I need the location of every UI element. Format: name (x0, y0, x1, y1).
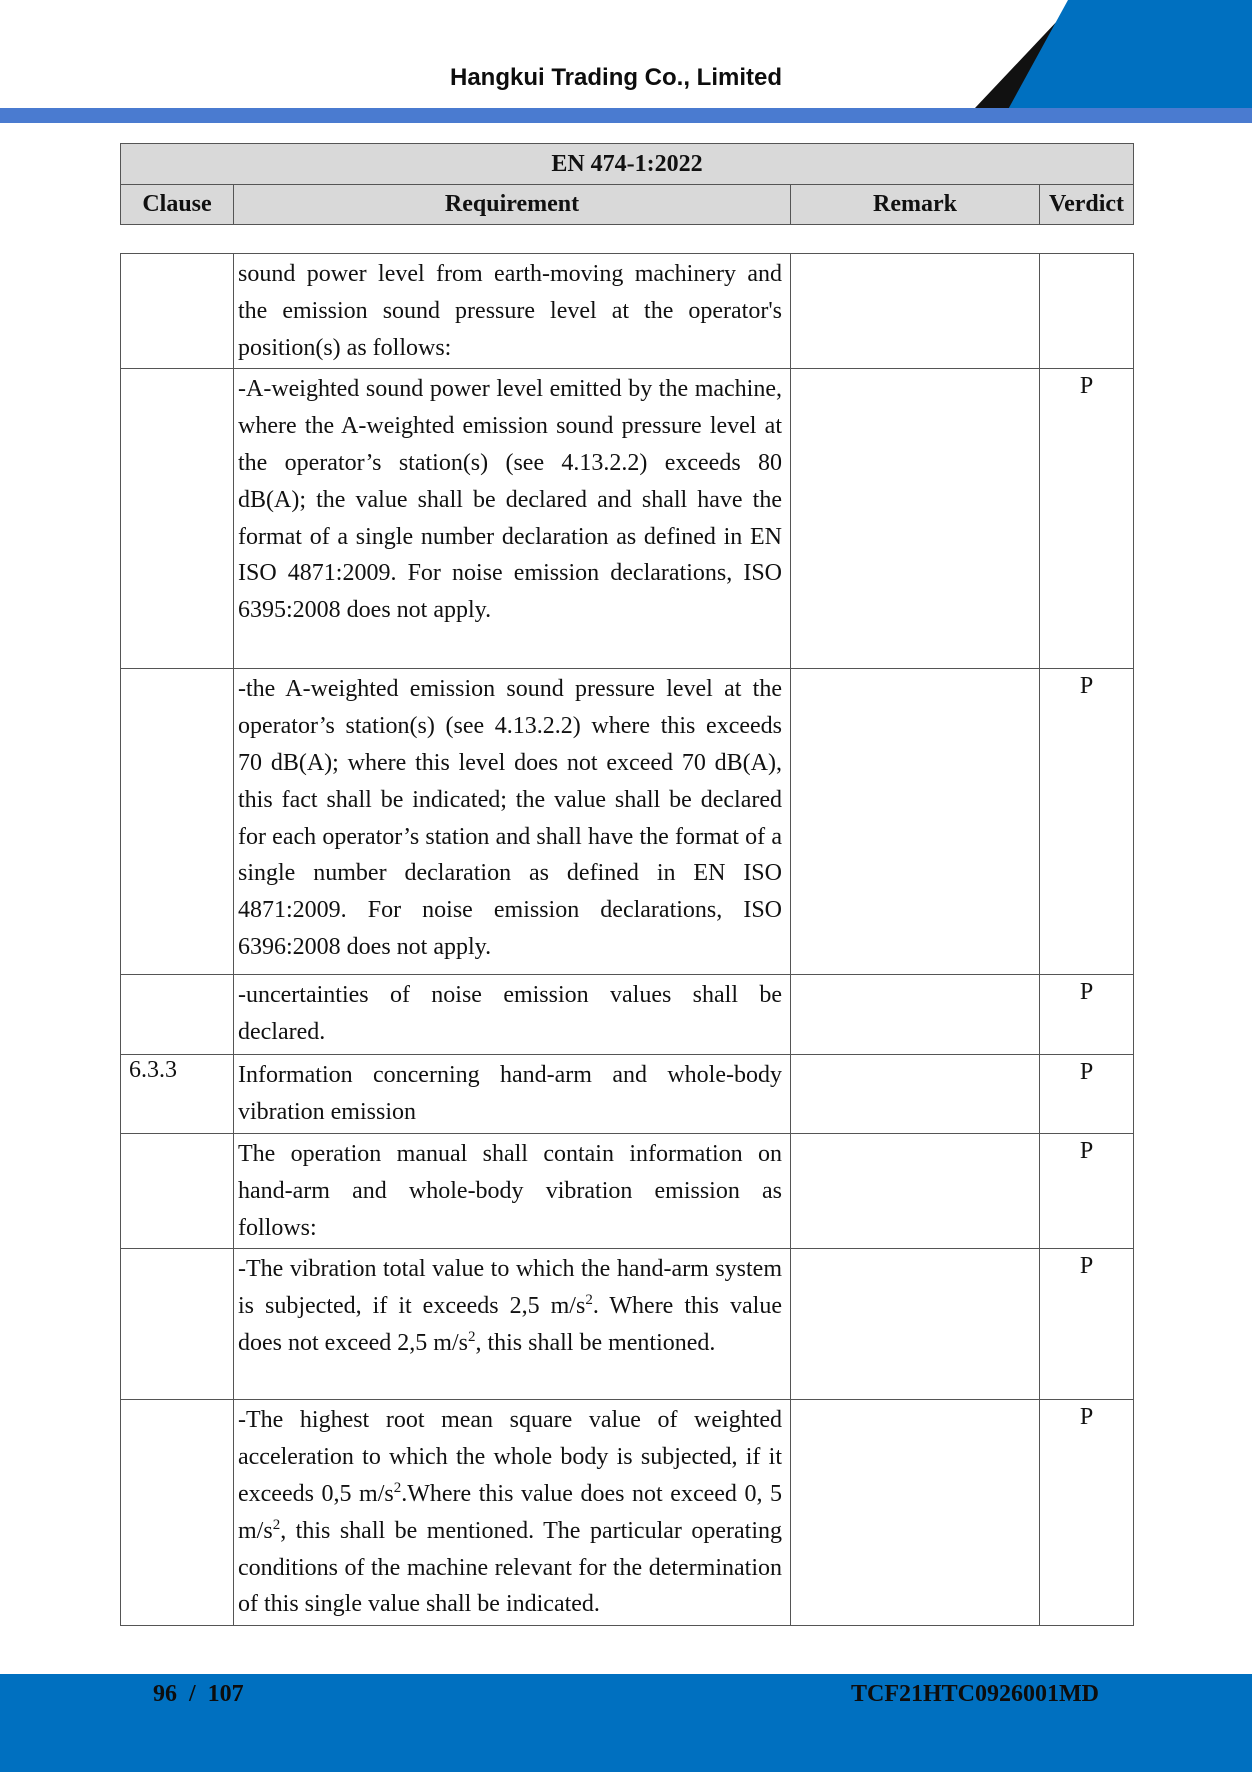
remark-cell (791, 1400, 1040, 1626)
requirement-cell: -uncertainties of noise emission values shall be declared. (234, 975, 791, 1055)
superscript: 2 (272, 1516, 281, 1533)
requirement-cell: Information concerning hand-arm and whole-body vibration emission (234, 1055, 791, 1134)
clause-cell (121, 1400, 234, 1626)
verdict-cell: P (1040, 1249, 1134, 1400)
verdict-cell: P (1040, 1400, 1134, 1626)
clause-cell (121, 1249, 234, 1400)
requirement-cell (234, 1249, 791, 1400)
document-number: TCF21HTC0926001MD (851, 1681, 1099, 1707)
verdict-cell (1040, 254, 1134, 369)
requirement-text: , this shall be mentioned. (475, 1329, 716, 1356)
requirement-text: . Where this value does not exceed 2,5 m/s (238, 1293, 782, 1356)
table-row (121, 1055, 1134, 1134)
table-row (121, 254, 1134, 369)
requirement-text: , this shall be mentioned. The particular operating conditions of the machine relevant for the determination of this single value shall be indicated. (238, 1517, 782, 1618)
requirement-cell (234, 1400, 791, 1626)
company-name: Hangkui Trading Co., Limited (450, 64, 783, 91)
clause-cell (121, 975, 234, 1055)
clause-cell: 6.3.3 (121, 1055, 234, 1134)
clause-cell (121, 1133, 234, 1248)
verdict-cell: P (1040, 369, 1134, 669)
table-row (121, 1133, 1134, 1248)
superscript: 2 (585, 1292, 593, 1309)
table-row (121, 1400, 1134, 1626)
header-corner-graphic (0, 0, 1252, 125)
remark-cell (791, 369, 1040, 669)
requirement-text: -The highest root mean square value of weighted acceleration to which the whole body is subjected, if it exceeds 0,5 m/s (238, 1407, 782, 1507)
requirement-text: .Where this value does not exceed 0, 5 m/s (238, 1480, 783, 1544)
clause-cell (121, 669, 234, 975)
requirement-cell: -A-weighted sound power level emitted by the machine, where the A-weighted emission sound pressure level at the operator’s station(s) (see 4.13.2.2) exceeds 80 dB(A); the value shall be declared and shall have the format of a single number declaration as defined in EN ISO 4871:2009. For noise emission declarations, ISO 6395:2008 does not apply. (234, 369, 791, 669)
table-row (121, 669, 1134, 975)
standard-title: EN 474-1:2022 (121, 144, 1134, 185)
table-row (121, 369, 1134, 669)
superscript: 2 (467, 1328, 476, 1345)
table-row (121, 1249, 1134, 1400)
requirement-text: -The vibration total value to which the hand-arm system is subjected, if it exceeds 2,5 m/s (238, 1256, 782, 1320)
header-band (0, 108, 1252, 123)
remark-cell (791, 975, 1040, 1055)
requirement-cell: The operation manual shall contain information on hand-arm and whole-body vibration emission as follows: (234, 1133, 791, 1248)
remark-cell (791, 1133, 1040, 1248)
standard-table-header (120, 143, 1134, 225)
table-row (121, 975, 1134, 1055)
column-header-remark: Remark (791, 185, 1040, 225)
remark-cell (791, 669, 1040, 975)
clause-cell (121, 254, 234, 369)
remark-cell (791, 1055, 1040, 1134)
clause-cell (121, 369, 234, 669)
column-header-requirement: Requirement (234, 185, 791, 225)
remark-cell (791, 1249, 1040, 1400)
remark-cell (791, 254, 1040, 369)
verdict-cell: P (1040, 1133, 1134, 1248)
verdict-cell: P (1040, 669, 1134, 975)
verdict-cell: P (1040, 975, 1134, 1055)
page-number: 96 / 107 (153, 1681, 244, 1707)
column-header-verdict: Verdict (1040, 185, 1134, 225)
superscript: 2 (393, 1479, 402, 1496)
requirement-cell: sound power level from earth-moving machinery and the emission sound pressure level at the operator's position(s) as follows: (234, 254, 791, 369)
requirements-table (120, 253, 1134, 1626)
column-header-clause: Clause (121, 185, 234, 225)
requirement-cell: -the A-weighted emission sound pressure level at the operator’s station(s) (see 4.13.2.2) where this exceeds 70 dB(A); where this level does not exceed 70 dB(A), this fact shall be indicated; the value shall be declared for each operator’s station and shall have the format of a single number declaration as defined in EN ISO 4871:2009. For noise emission declarations, ISO 6396:2008 does not apply. (234, 669, 791, 975)
verdict-cell: P (1040, 1055, 1134, 1134)
